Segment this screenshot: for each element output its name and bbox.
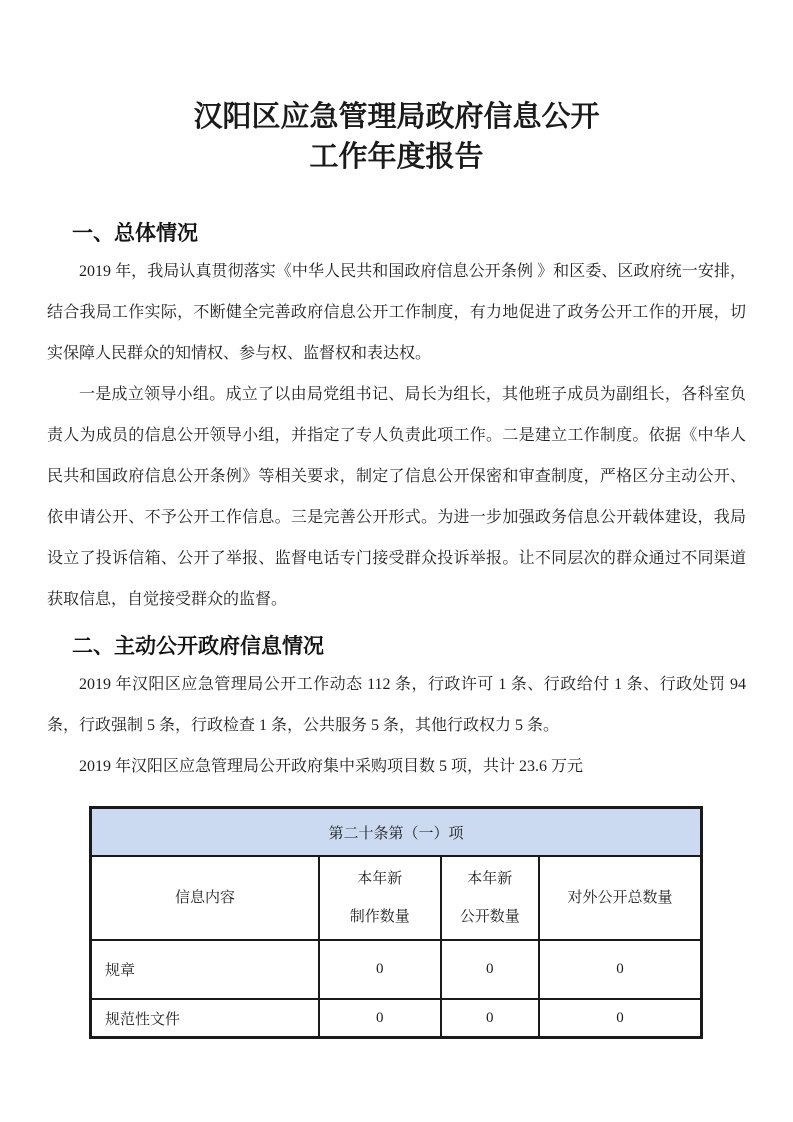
title-line-1: 汉阳区应急管理局政府信息公开 bbox=[193, 101, 600, 133]
column-header-label: 本年新 bbox=[467, 871, 513, 887]
table-caption-row bbox=[91, 808, 702, 857]
body-paragraph: 2019 年，我局认真贯彻落实《中华人民共和国政府信息公开条例 》和区委、区政府统一安排，结合我局工作实际，不断健全完善政府信息公开工作制度，有力地促进了政务公开工作的开展，切实保障人民群众的知情权、参与权、监督权和表达权。 bbox=[47, 263, 746, 362]
column-header-info-content bbox=[91, 856, 320, 940]
column-header-new-created-count bbox=[319, 856, 441, 940]
column-header-label: 本年新 bbox=[357, 871, 403, 887]
column-header-label: 对外公开总数量 bbox=[567, 890, 673, 906]
table-caption: 第二十条第（一）项 bbox=[91, 808, 702, 857]
row-label: 规范性文件 bbox=[91, 999, 320, 1038]
table-row-regulations bbox=[91, 940, 702, 999]
column-header-total-public-count bbox=[539, 856, 702, 940]
article20-disclosure-table bbox=[89, 806, 703, 1039]
document-title bbox=[47, 0, 746, 177]
body-paragraph: 2019 年汉阳区应急管理局公开工作动态 112 条，行政许可 1 条、行政给付 1 条、行政处罚 94 条，行政强制 5 条，行政检查 1 条，公共服务 5 条，其他行政权力 5 条。 bbox=[47, 676, 746, 734]
cell-value: 0 bbox=[441, 940, 539, 999]
column-header-label: 公开数量 bbox=[459, 909, 520, 925]
section-heading-overall: 一、总体情况 bbox=[72, 222, 198, 245]
table-row-normative-documents bbox=[91, 999, 702, 1038]
cell-value: 0 bbox=[441, 999, 539, 1038]
column-header-new-published-count bbox=[441, 856, 539, 940]
column-header-label: 制作数量 bbox=[349, 909, 410, 925]
cell-value: 0 bbox=[319, 999, 441, 1038]
column-header-label: 信息内容 bbox=[175, 890, 236, 906]
title-line-2: 工作年度报告 bbox=[309, 141, 484, 173]
cell-value: 0 bbox=[539, 940, 702, 999]
cell-value: 0 bbox=[319, 940, 441, 999]
cell-value: 0 bbox=[539, 999, 702, 1038]
table-header-row bbox=[91, 856, 702, 940]
section-heading-proactive-disclosure: 二、主动公开政府信息情况 bbox=[72, 635, 324, 658]
body-paragraph: 一是成立领导小组。成立了以由局党组书记、局长为组长，其他班子成员为副组长，各科室负责人为成员的信息公开领导小组，并指定了专人负责此项工作。二是建立工作制度。依据《中华人民共和国政府信息公开条例》等相关要求，制定了信息公开保密和审查制度，严格区分主动公开、依申请公开、不予公开工作信息。三是完善公开形式。为进一步加强政务信息公开载体建设，我局设立了投诉信箱、公开了举报、监督电话专门接受群众投诉举报。让不同层次的群众通过不同渠道获取信息，自觉接受群众的监督。 bbox=[47, 386, 746, 608]
row-label: 规章 bbox=[91, 940, 320, 999]
body-paragraph: 2019 年汉阳区应急管理局公开政府集中采购项目数 5 项，共计 23.6 万元 bbox=[79, 758, 584, 775]
